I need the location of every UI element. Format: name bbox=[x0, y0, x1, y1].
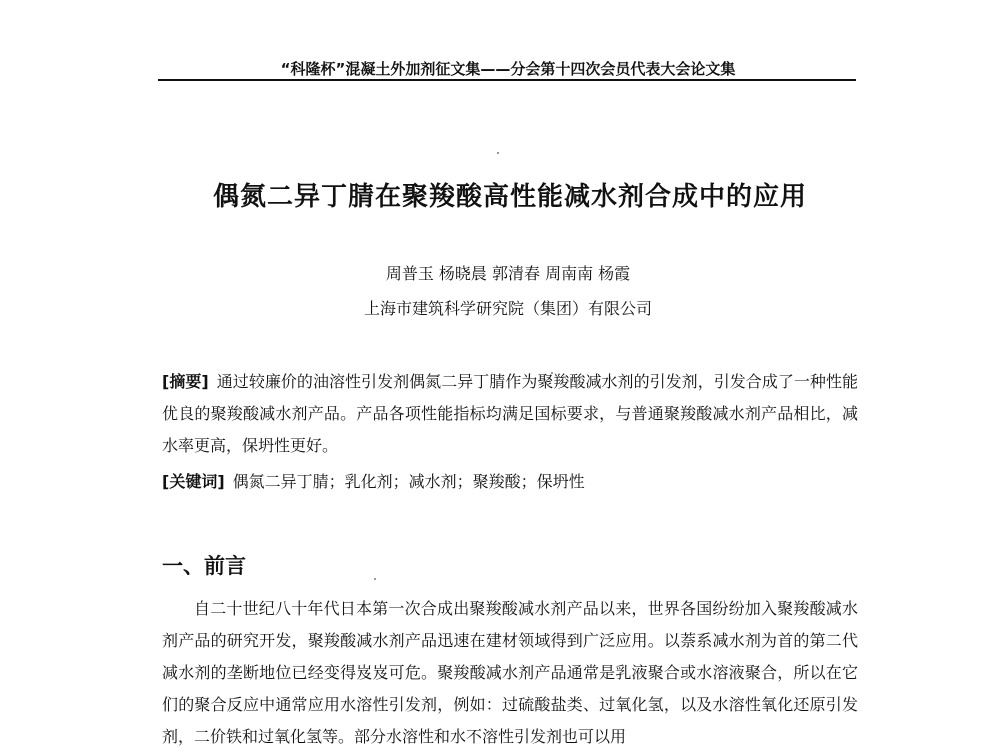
affiliation: 上海市建筑科学研究院（集团）有限公司 bbox=[363, 299, 652, 318]
abstract-label: [摘要] bbox=[162, 372, 209, 391]
author-list: 周普玉 杨晓晨 郭清春 周南南 杨霞 bbox=[385, 264, 631, 283]
scan-speck bbox=[497, 152, 499, 154]
paper-title: 偶氮二异丁腈在聚羧酸高性能减水剂合成中的应用 bbox=[212, 182, 807, 212]
keywords-text: 偶氮二异丁腈；乳化剂；减水剂；聚羧酸；保坍性 bbox=[232, 472, 585, 491]
running-header: “科隆杯”混凝土外加剂征文集——分会第十四次会员代表大会论文集 bbox=[280, 60, 736, 78]
keywords-label: [关键词] bbox=[162, 472, 225, 491]
abstract-text: 通过较廉价的油溶性引发剂偶氮二异丁腈作为聚羧酸减水剂的引发剂，引发合成了一种性能优良的聚羧酸减水剂产品。产品各项性能指标均满足国标要求，与普通聚羧酸减水剂产品相比，减水率更高，保坍性更好。 bbox=[162, 372, 858, 455]
section-heading: 一、前言 bbox=[162, 554, 246, 578]
scan-speck bbox=[374, 578, 376, 580]
abstract bbox=[162, 366, 858, 462]
section-paragraph: 自二十世纪八十年代日本第一次合成出聚羧酸减水剂产品以来，世界各国纷纷加入聚羧酸减水剂产品的研究开发，聚羧酸减水剂产品迅速在建材领域得到广泛应用。以萘系减水剂为首的第二代减水剂的垄断地位已经变得岌岌可危。聚羧酸减水剂产品通常是乳液聚合或水溶液聚合，所以在它们的聚合反应中通常应用水溶性引发剂，例如：过硫酸盐类、过氧化氢，以及水溶性氧化还原引发剂，二价铁和过氧化氢等。部分水溶性和水不溶性引发剂也可以用 bbox=[162, 599, 858, 746]
keywords bbox=[162, 470, 858, 494]
header-rule bbox=[158, 79, 856, 81]
